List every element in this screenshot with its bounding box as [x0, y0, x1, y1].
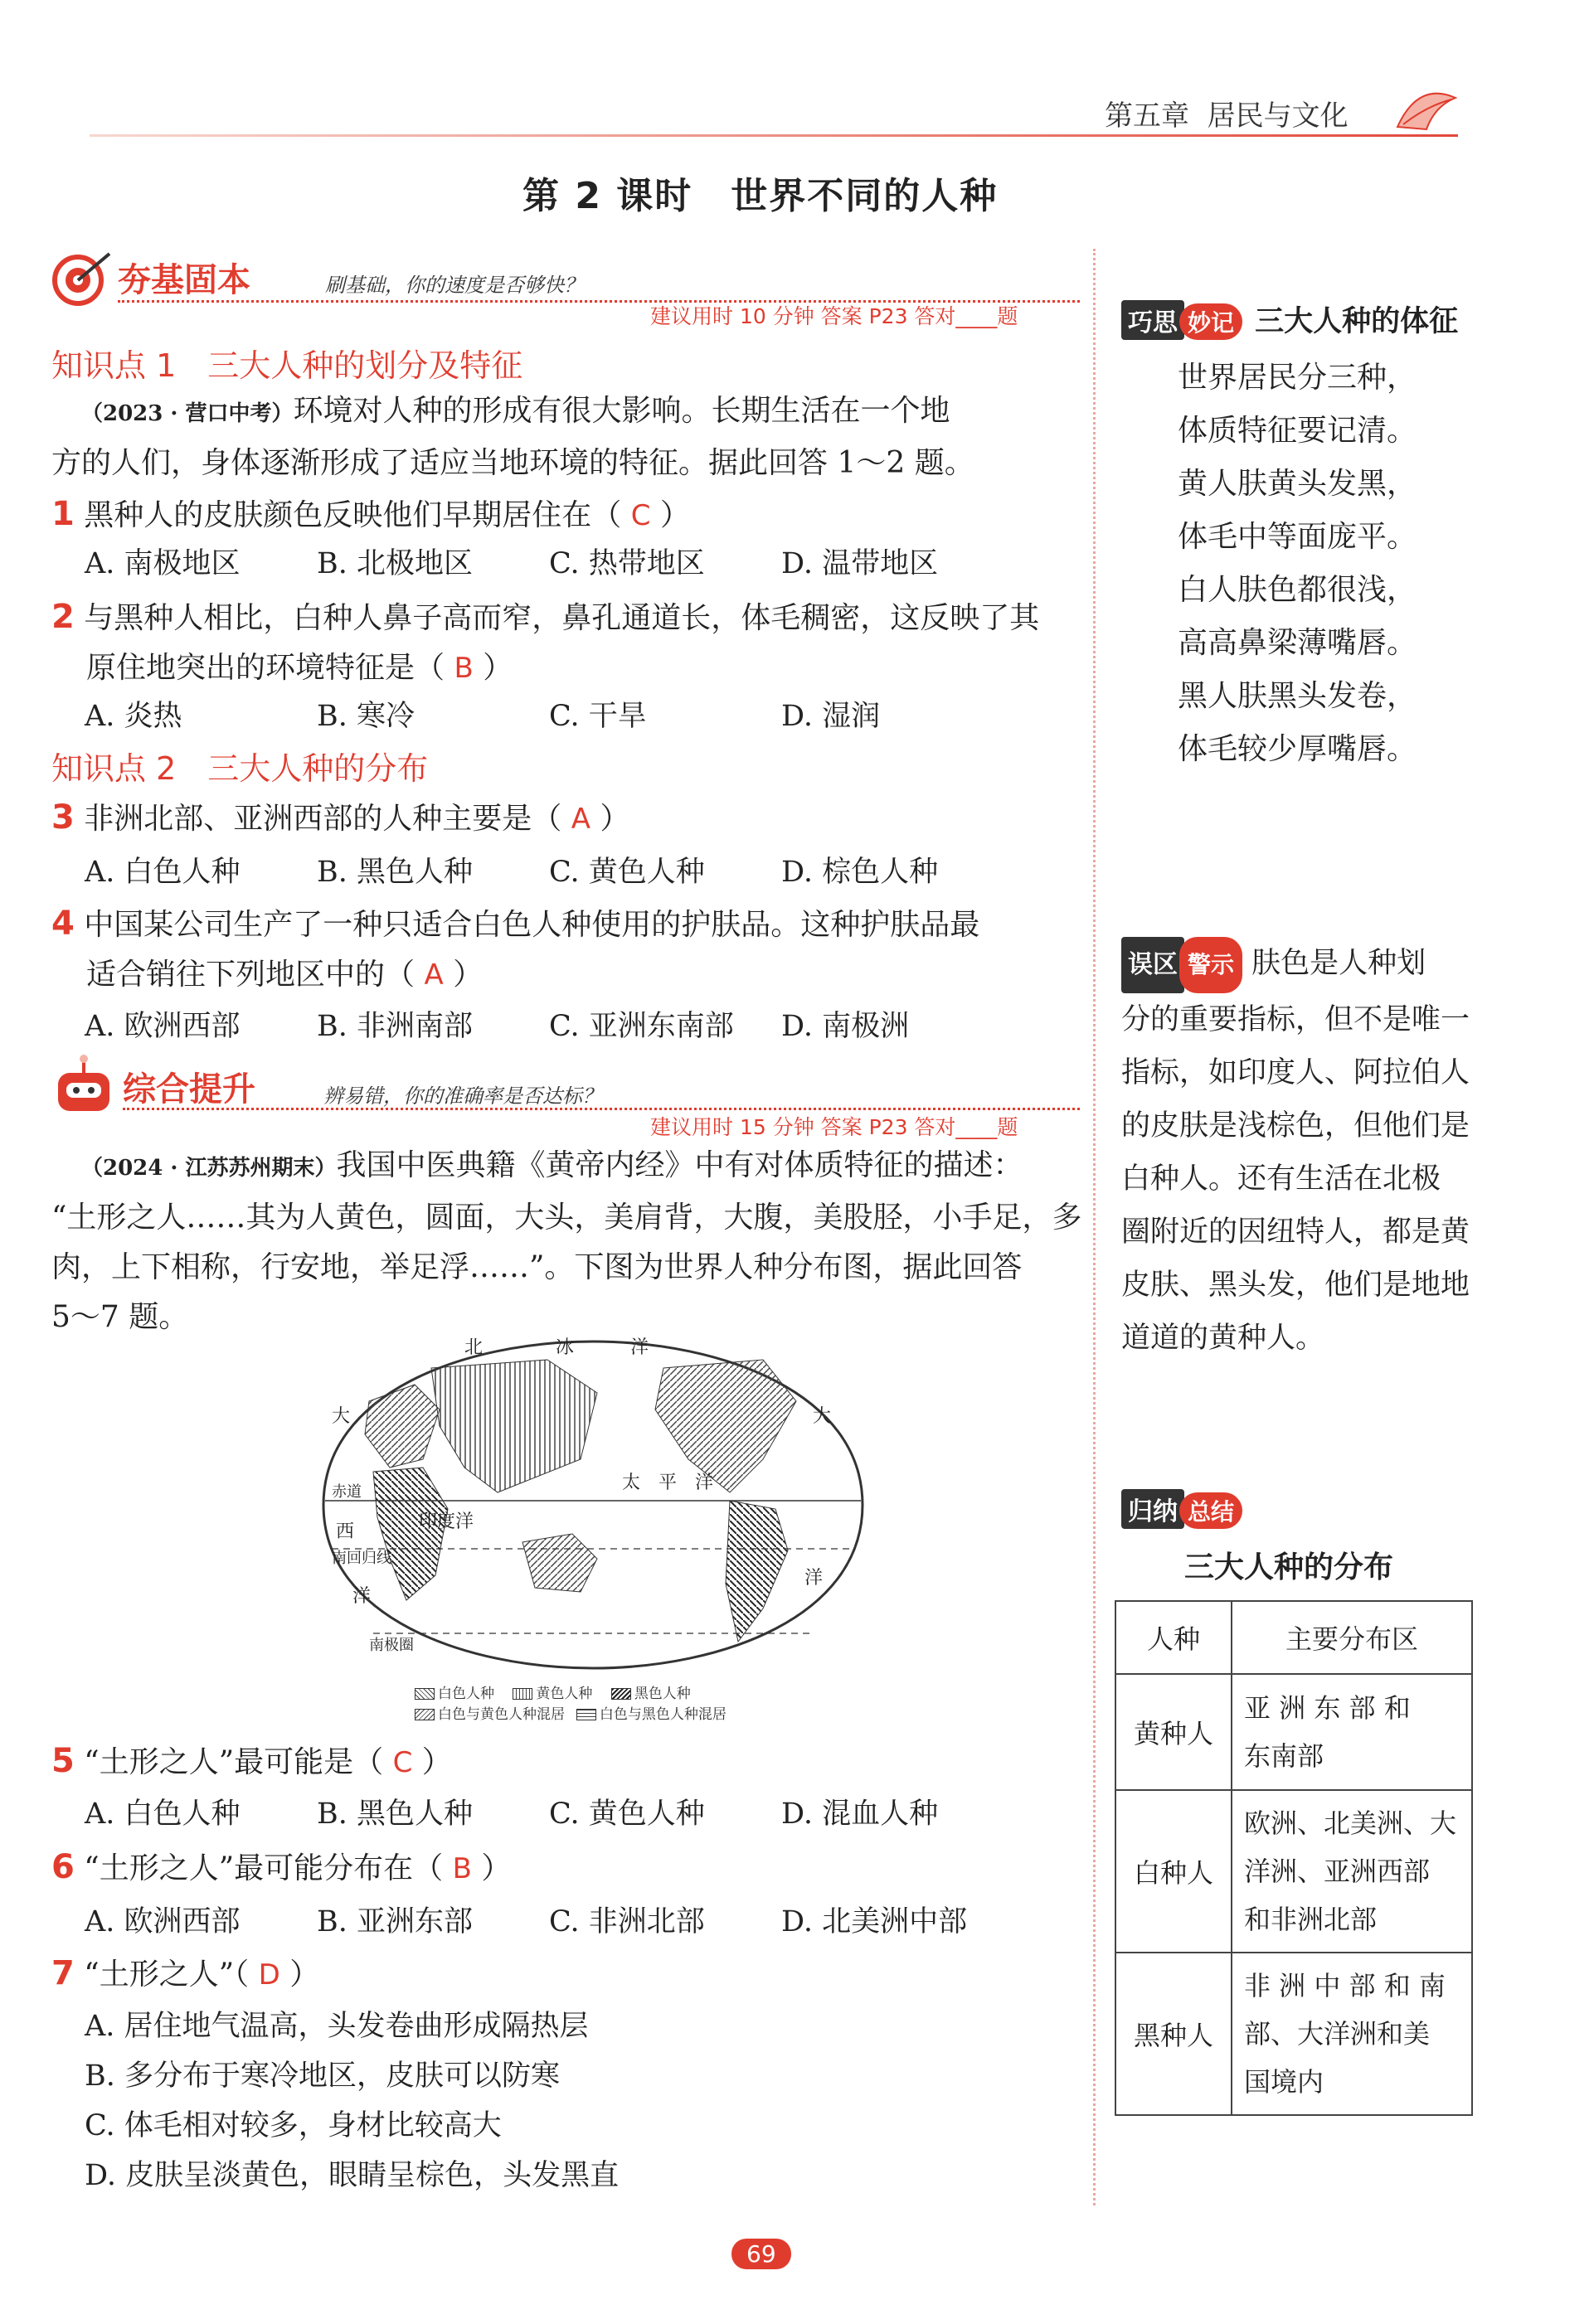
table-cell-areas: 亚 洲 东 部 和 东南部: [1232, 1674, 1472, 1790]
summary-title: 三大人种的分布: [1184, 1550, 1394, 1584]
q3-option-a[interactable]: A. 白色人种: [85, 856, 241, 889]
leaf-icon: [1393, 81, 1460, 131]
legend-yellow: 黄色人种: [513, 1686, 592, 1702]
poem-line: 白人肤色都很浅，: [1178, 573, 1417, 607]
warn-line: 肤色是人种划: [1251, 947, 1426, 980]
chapter-header: [1105, 93, 1349, 133]
memo-tag: 巧思: [1121, 300, 1184, 340]
map-label-west: 西: [336, 1521, 355, 1542]
map-label-yang-right: 洋: [804, 1568, 824, 1589]
q1-answer: C: [630, 499, 651, 532]
kp2-title: 知识点 2 三大人种的分布: [51, 750, 429, 787]
question-1: [51, 489, 1088, 541]
q4-close: ）: [453, 958, 484, 992]
poem-line: 体毛较少厚嘴唇。: [1178, 732, 1417, 766]
table-header: 人种: [1115, 1601, 1232, 1674]
q7-option-a[interactable]: A. 居住地气温高，头发卷曲形成隔热层: [85, 2010, 589, 2043]
table-cell-race: 黄种人: [1115, 1674, 1232, 1790]
section2-rule: [123, 1108, 1080, 1110]
q7-option-d[interactable]: D. 皮肤呈淡黄色，眼睛呈棕色，头发黑直: [85, 2159, 620, 2192]
memo-poem: [1178, 352, 1417, 776]
map-label-north1: 北: [464, 1337, 484, 1358]
table-header-row: [1115, 1601, 1472, 1674]
map-label-tropic: 南回归线: [332, 1550, 391, 1567]
intro1-source: （2023 · 营口中考）: [81, 401, 294, 426]
legend-swatch: [415, 1709, 435, 1720]
q5-options: [85, 1791, 938, 1832]
q3-answer: A: [571, 803, 591, 836]
memo-bubble: 妙记: [1179, 303, 1242, 340]
question-3: [51, 793, 1088, 844]
intro2-source: （2024 · 江苏苏州期末）: [81, 1156, 337, 1181]
warn-bubble: 警示: [1179, 937, 1242, 993]
q1-options: [85, 541, 938, 582]
poem-line: 黑人肤黑头发卷，: [1178, 679, 1417, 713]
q2-stem-line1: 与黑种人相比，白种人鼻子高而窄，鼻孔通道长，体毛稠密，这反映了其: [84, 601, 1040, 635]
intro1-line2: 方的人们，身体逐渐形成了适应当地环境的特征。据此回答 1～2 题。: [51, 446, 974, 480]
question-6: [51, 1842, 1088, 1894]
q2-options: [85, 693, 880, 735]
q6-options: [85, 1899, 967, 1940]
legend-white-black: 白色与黑色人种混居: [576, 1706, 727, 1723]
q5-stem: “土形之人”最可能是（: [84, 1745, 384, 1779]
table-row: [1115, 1953, 1472, 2115]
q1-close: ）: [659, 498, 690, 532]
summary-heading: [1121, 1489, 1242, 1529]
section2-slogan: 辨易错，你的准确率是否达标？: [323, 1084, 602, 1108]
intro2-line2: “土形之人……其为人黄色，圆面，大头，美肩背，大腹，美股胫，小手足，多: [51, 1201, 1082, 1235]
warn-tag: 误区: [1121, 937, 1184, 993]
q6-option-c[interactable]: C. 非洲北部: [549, 1905, 705, 1938]
map-label-east: 大: [813, 1406, 832, 1427]
q5-option-d[interactable]: D. 混血人种: [781, 1798, 939, 1831]
section1-title: 夯基固本: [118, 261, 250, 299]
q7-number: 7: [51, 1954, 75, 1992]
q2-option-b[interactable]: B. 寒冷: [317, 700, 415, 733]
q1-stem: 黑种人的皮肤颜色反映他们早期居住在（: [84, 498, 622, 532]
lesson-title: 第 2 课时 世界不同的人种: [522, 175, 999, 217]
table-cell-areas: 非 洲 中 部 和 南 部、大洋洲和美 国境内: [1232, 1953, 1472, 2115]
q1-option-d[interactable]: D. 温带地区: [781, 547, 939, 580]
memo-title: 三大人种的体征: [1255, 305, 1459, 338]
q6-option-a[interactable]: A. 欧洲西部: [85, 1905, 241, 1938]
q1-option-c[interactable]: C. 热带地区: [549, 547, 705, 580]
q2-answer: B: [454, 652, 474, 685]
legend-black: 黑色人种: [611, 1686, 691, 1702]
intro1-line1: 环境对人种的形成有很大影响。长期生活在一个地: [293, 394, 950, 428]
warn-line: 指标，如印度人、阿拉伯人: [1121, 1056, 1470, 1089]
header-rule: [90, 134, 1458, 137]
q4-stem-line2: 适合销往下列地区中的（: [86, 958, 416, 992]
sum-tag: 归纳: [1121, 1489, 1184, 1529]
q1-option-a[interactable]: A. 南极地区: [85, 547, 241, 580]
q3-stem: 非洲北部、亚洲西部的人种主要是（: [84, 802, 562, 836]
warn-line: 分的重要指标，但不是唯一: [1121, 1003, 1470, 1036]
legend-white: 白色人种: [415, 1686, 494, 1702]
chapter-number: 第五章: [1105, 99, 1189, 133]
q4-option-a[interactable]: A. 欧洲西部: [85, 1010, 241, 1043]
q5-option-b[interactable]: B. 黑色人种: [317, 1798, 473, 1831]
memo-heading: [1121, 298, 1458, 340]
target-icon: [48, 249, 114, 307]
warn-line: 圈附近的因纽特人，都是黄: [1121, 1215, 1470, 1249]
section2-suggest: 建议用时 15 分钟 答案 P23 答对____题: [650, 1115, 1018, 1139]
q7-option-c[interactable]: C. 体毛相对较多，身材比较高大: [85, 2109, 502, 2142]
q3-number: 3: [51, 798, 75, 837]
q7-close: ）: [289, 1958, 320, 1992]
legend-swatch: [611, 1688, 631, 1700]
q7-stem: “土形之人”（: [84, 1958, 250, 1992]
q2-option-d[interactable]: D. 湿润: [781, 700, 881, 733]
section2-title: 综合提升: [123, 1070, 255, 1109]
q1-number: 1: [51, 495, 75, 533]
q4-option-d[interactable]: D. 南极洲: [781, 1010, 910, 1043]
column-divider: [1093, 249, 1096, 2205]
map-label-antarctic: 南极圈: [369, 1637, 414, 1654]
table-header: 主要分布区: [1232, 1601, 1472, 1674]
map-label-yang-left: 洋: [352, 1586, 372, 1607]
poem-line: 世界居民分三种，: [1178, 361, 1417, 395]
poem-line: 体毛中等面庞平。: [1178, 520, 1417, 554]
chapter-title: 居民与文化: [1207, 99, 1349, 133]
warn-line: 道道的黄种人。: [1121, 1322, 1325, 1355]
map-label-da1: 大: [332, 1406, 351, 1427]
map-label-north2: 冰: [556, 1337, 575, 1358]
q5-number: 5: [51, 1742, 75, 1780]
q4-option-b[interactable]: B. 非洲南部: [317, 1010, 473, 1043]
q3-close: ）: [600, 802, 630, 836]
q7-answer: D: [258, 1958, 280, 1992]
distribution-table: [1115, 1600, 1473, 2116]
poem-line: 高高鼻梁薄嘴唇。: [1178, 626, 1417, 660]
sum-bubble: 总结: [1179, 1492, 1242, 1529]
map-label-pacific: 太 平 洋: [622, 1473, 714, 1493]
poem-line: 体质特征要记清。: [1178, 414, 1417, 448]
q2-stem-line2: 原住地突出的环境特征是（: [86, 651, 445, 685]
q4-answer: A: [424, 958, 444, 992]
warn-line: 皮肤、黑头发，他们是地地: [1121, 1269, 1470, 1302]
page-number: 69: [731, 2239, 791, 2269]
world-race-map: [299, 1335, 887, 1723]
q3-options: [85, 849, 938, 890]
table-cell-areas: 欧洲、北美洲、大 洋洲、亚洲西部 和非洲北部: [1232, 1790, 1472, 1953]
q6-stem: “土形之人”最可能分布在（: [84, 1851, 444, 1885]
legend-swatch: [576, 1709, 596, 1720]
q4-stem-line1: 中国某公司生产了一种只适合白色人种使用的护肤品。这种护肤品最: [84, 908, 980, 942]
q7-option-b[interactable]: B. 多分布于寒冷地区，皮肤可以防寒: [85, 2060, 560, 2093]
question-4: [51, 899, 1088, 1000]
warn-line: 的皮肤是浅棕色，但他们是: [1121, 1109, 1470, 1143]
q3-option-b[interactable]: B. 黑色人种: [317, 856, 473, 889]
warning-note: [1121, 937, 1486, 1365]
question-5: [51, 1736, 1088, 1788]
table-row: [1115, 1674, 1472, 1790]
q7-options: [85, 2001, 619, 2200]
q4-options: [85, 1003, 909, 1045]
map-legend: [415, 1681, 879, 1723]
intro1: [51, 386, 1088, 488]
kp1-title: 知识点 1 三大人种的划分及特征: [51, 347, 523, 384]
intro2-line3: 肉，上下相称，行安地，举足浮……”。下图为世界人种分布图，据此回答: [51, 1250, 1023, 1284]
q5-close: ）: [421, 1745, 452, 1779]
legend-white-yellow: 白色与黄色人种混居: [415, 1706, 565, 1723]
q3-option-c[interactable]: C. 黄色人种: [549, 856, 705, 889]
intro2-line1: 我国中医典籍《黄帝内经》中有对体质特征的描述：: [336, 1148, 1023, 1182]
q2-close: ）: [483, 651, 513, 685]
section1-suggest: 建议用时 10 分钟 答案 P23 答对____题: [650, 304, 1018, 328]
map-label-indian: 印度洋: [419, 1511, 474, 1532]
q4-number: 4: [51, 905, 75, 943]
question-7: [51, 1948, 1088, 2000]
q6-number: 6: [51, 1848, 75, 1886]
legend-swatch: [513, 1688, 532, 1700]
map-label-north3: 洋: [630, 1337, 649, 1358]
question-2: [51, 592, 1088, 693]
q6-answer: B: [452, 1852, 472, 1885]
q3-option-d[interactable]: D. 棕色人种: [781, 856, 939, 889]
robot-icon: [51, 1055, 118, 1118]
q2-number: 2: [51, 598, 75, 636]
q6-option-d[interactable]: D. 北美洲中部: [781, 1905, 968, 1938]
q5-answer: C: [392, 1746, 413, 1779]
intro2: [51, 1141, 1088, 1342]
section1-slogan: 刷基础，你的速度是否够快？: [325, 274, 584, 297]
q4-option-c[interactable]: C. 亚洲东南部: [549, 1010, 734, 1043]
q6-option-b[interactable]: B. 亚洲东部: [317, 1905, 473, 1938]
q1-option-b[interactable]: B. 北极地区: [317, 547, 473, 580]
q5-option-a[interactable]: A. 白色人种: [85, 1798, 241, 1831]
intro2-line4: 5～7 题。: [51, 1300, 189, 1334]
legend-swatch: [415, 1688, 435, 1700]
table-row: [1115, 1790, 1472, 1953]
table-cell-race: 黑种人: [1115, 1953, 1232, 2115]
map-label-equator: 赤道: [332, 1483, 362, 1501]
table-cell-race: 白种人: [1115, 1790, 1232, 1953]
warn-line: 白种人。还有生活在北极: [1121, 1162, 1441, 1196]
q2-option-c[interactable]: C. 干旱: [549, 700, 647, 733]
poem-line: 黄人肤黄头发黑，: [1178, 467, 1417, 501]
q5-option-c[interactable]: C. 黄色人种: [549, 1798, 705, 1831]
q6-close: ）: [481, 1851, 512, 1885]
q2-option-a[interactable]: A. 炎热: [85, 700, 182, 733]
